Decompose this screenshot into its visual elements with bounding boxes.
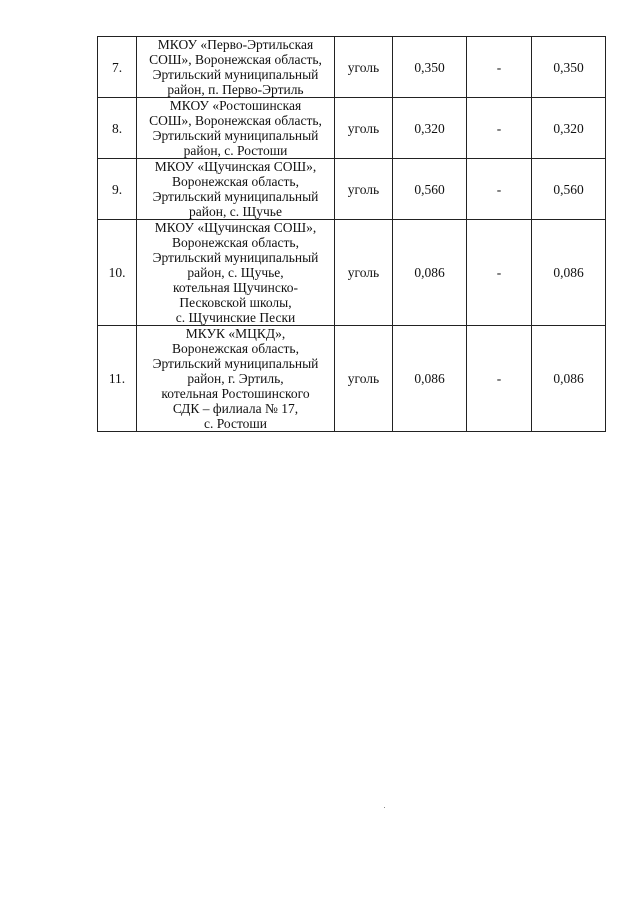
table-row [98,159,606,220]
row-number: 11. [98,326,137,432]
row-number: 10. [98,220,137,326]
table-row [98,220,606,326]
row-number: 7. [98,37,137,98]
value-cell-3: 0,086 [532,220,606,326]
value-cell-2: - [467,220,532,326]
value-cell-1: 0,350 [393,37,467,98]
value-cell-2: - [467,159,532,220]
organization-cell: МКОУ «Ростошинская СОШ», Воронежская область, Эртильский муниципальный район, с. Ростоши [137,98,335,159]
table-row [98,98,606,159]
fuel-table [97,36,606,432]
fuel-type-cell: уголь [335,326,393,432]
value-cell-1: 0,560 [393,159,467,220]
organization-cell: МКОУ «Щучинская СОШ», Воронежская область, Эртильский муниципальный район, с. Щучье, котельная Щучинско- Песковской школы, с. Щучинские Пески [137,220,335,326]
scan-speck [384,807,385,808]
value-cell-1: 0,320 [393,98,467,159]
value-cell-3: 0,560 [532,159,606,220]
table-row [98,37,606,98]
organization-cell: МКУК «МЦКД», Воронежская область, Эртильский муниципальный район, г. Эртиль, котельная Ростошинского СДК – филиала № 17, с. Ростоши [137,326,335,432]
value-cell-2: - [467,98,532,159]
fuel-type-cell: уголь [335,37,393,98]
row-number: 9. [98,159,137,220]
value-cell-3: 0,350 [532,37,606,98]
row-number: 8. [98,98,137,159]
fuel-type-cell: уголь [335,220,393,326]
table-row [98,326,606,432]
value-cell-1: 0,086 [393,326,467,432]
value-cell-1: 0,086 [393,220,467,326]
value-cell-3: 0,086 [532,326,606,432]
organization-cell: МКОУ «Щучинская СОШ», Воронежская область, Эртильский муниципальный район, с. Щучье [137,159,335,220]
fuel-type-cell: уголь [335,159,393,220]
value-cell-2: - [467,326,532,432]
value-cell-3: 0,320 [532,98,606,159]
value-cell-2: - [467,37,532,98]
fuel-type-cell: уголь [335,98,393,159]
organization-cell: МКОУ «Перво-Эртильская СОШ», Воронежская область, Эртильский муниципальный район, п. Перво-Эртиль [137,37,335,98]
